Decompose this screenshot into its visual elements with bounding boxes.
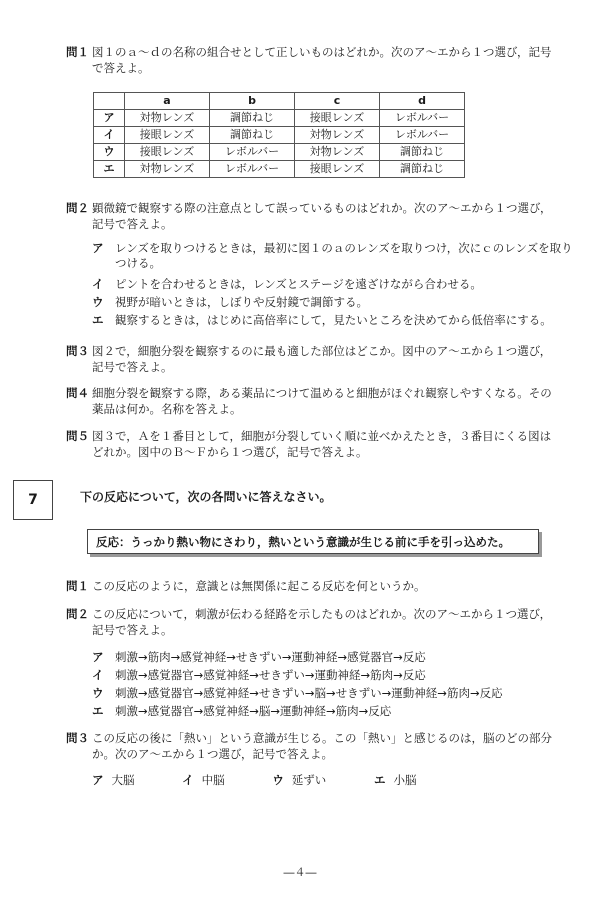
- option-label: エ: [373, 773, 386, 787]
- choice-e: [92, 313, 580, 328]
- question-number: 問３: [66, 344, 89, 358]
- table-cell: 接眼レンズ: [295, 161, 380, 178]
- choice-text: 視野が暗いときは，しぼりや反射鏡で調節する。: [115, 295, 368, 309]
- section-number-box: 7: [13, 480, 53, 520]
- route-choice-e: [92, 704, 580, 719]
- question-text: 図１のａ～ｄの名称の組合せとして正しいものはどれか。次のア～エから１つ選び，記号で答えよ。: [92, 45, 552, 75]
- row-label: ウ: [94, 144, 125, 161]
- table-cell: レボルバー: [380, 127, 465, 144]
- question-2: [66, 200, 560, 232]
- route-choice-i: [92, 668, 580, 683]
- question-4: [66, 385, 560, 417]
- question-text: この反応の後に「熱い」という意識が生じる。この「熱い」と感じるのは，脳のどの部分か。次のア～エから１つ選び，記号で答えよ。: [92, 731, 552, 761]
- question-text: 図３で，Ａを１番目として，細胞が分裂していく順に並べかえたとき，３番目にくる図はどれか。図中のＢ～Ｆから１つ選び，記号で答えよ。: [92, 429, 552, 459]
- row-label: ア: [94, 110, 125, 127]
- option-text: 大脳: [111, 773, 135, 787]
- table-cell: レボルバー: [210, 144, 295, 161]
- choice-text: 刺激→感覚器官→感覚神経→せきずい→運動神経→筋肉→反応: [115, 668, 426, 682]
- option-label: ア: [92, 773, 104, 787]
- table-row: [94, 110, 465, 127]
- choice-label: エ: [92, 313, 104, 327]
- question-number: 問５: [66, 429, 89, 443]
- choice-text: 刺激→感覚器官→感覚神経→せきずい→脳→せきずい→運動神経→筋肉→反応: [115, 686, 503, 700]
- table-cell: 接眼レンズ: [125, 144, 210, 161]
- reaction-box: 反応：うっかり熱い物にさわり，熱いという意識が生じる前に手を引っ込めた。: [87, 529, 539, 554]
- brain-options: [92, 772, 560, 788]
- question-number: 問２: [66, 201, 89, 215]
- table-cell: 接眼レンズ: [125, 127, 210, 144]
- table-cell: 調節ねじ: [210, 110, 295, 127]
- choice-text: レンズを取りつけるときは，最初に図１のａのレンズを取りつけ，次にｃのレンズを取りつける。: [115, 241, 573, 270]
- question-text: 図２で，細胞分裂を観察するのに最も適した部位はどこか。図中のア～エから１つ選び，記号で答えよ。: [92, 344, 552, 374]
- choice-text: 観察するときは，はじめに高倍率にして，見たいところを決めてから低倍率にする。: [115, 313, 552, 327]
- table-header-cell: b: [210, 93, 295, 110]
- table-header-cell: c: [295, 93, 380, 110]
- choice-label: ウ: [92, 686, 104, 700]
- option: [374, 772, 417, 788]
- section-instruction: 下の反応について，次の各問いに答えなさい。: [80, 490, 332, 504]
- answer-table: [93, 92, 465, 178]
- row-label: イ: [94, 127, 125, 144]
- table-cell: レボルバー: [380, 110, 465, 127]
- option-label: イ: [182, 773, 194, 787]
- table-row: [94, 127, 465, 144]
- option: [182, 772, 225, 788]
- table-cell: 調節ねじ: [210, 127, 295, 144]
- choice-label: ア: [92, 241, 104, 255]
- option-text: 小脳: [393, 773, 417, 787]
- choice-text: 刺激→筋肉→感覚神経→せきずい→運動神経→感覚器官→反応: [115, 650, 426, 664]
- option-label: ウ: [272, 773, 284, 787]
- option-text: 中脳: [201, 773, 225, 787]
- option: [272, 772, 326, 788]
- table-header-row: [94, 93, 465, 110]
- question-number: 問２: [66, 607, 89, 621]
- question-number: 問４: [66, 386, 89, 400]
- row-label: エ: [94, 161, 125, 178]
- choice-text: 刺激→感覚器官→感覚神経→脳→運動神経→筋肉→反応: [115, 704, 392, 718]
- choice-label: エ: [92, 704, 104, 718]
- section7-question-2: [66, 606, 560, 638]
- section7-question-3: [66, 730, 560, 762]
- table-header-cell: d: [380, 93, 465, 110]
- choice-a: [92, 241, 580, 271]
- choice-label: イ: [92, 668, 104, 682]
- question-number: 問１: [66, 579, 89, 593]
- question-text: 顕微鏡で観察する際の注意点として誤っているものはどれか。次のア～エから１つ選び，記号で答えよ。: [92, 201, 552, 231]
- table-cell: 対物レンズ: [125, 110, 210, 127]
- question-1: [66, 44, 560, 76]
- table-cell: 接眼レンズ: [295, 110, 380, 127]
- choice-i: [92, 277, 580, 292]
- choice-u: [92, 295, 580, 310]
- choice-label: イ: [92, 277, 104, 291]
- question-3: [66, 343, 560, 375]
- option: [92, 772, 135, 788]
- table-cell: レボルバー: [210, 161, 295, 178]
- question-text: この反応のように，意識とは無関係に起こる反応を何というか。: [92, 579, 426, 593]
- question-text: 細胞分裂を観察する際，ある薬品につけて温めると細胞がほぐれ観察しやすくなる。その薬品は何か。名称を答えよ。: [92, 386, 552, 416]
- question-number: 問３: [66, 731, 89, 745]
- option-text: 延ずい: [291, 773, 327, 787]
- route-choice-a: [92, 650, 580, 665]
- page-number: ―４―: [283, 866, 317, 879]
- table-row: [94, 161, 465, 178]
- table-header-cell: [94, 93, 125, 110]
- choice-text: ピントを合わせるときは，レンズとステージを遠ざけながら合わせる。: [115, 277, 482, 291]
- route-choice-u: [92, 686, 580, 701]
- table-cell: 調節ねじ: [380, 161, 465, 178]
- table-row: [94, 144, 465, 161]
- choice-label: ア: [92, 650, 104, 664]
- table-cell: 対物レンズ: [295, 144, 380, 161]
- table-cell: 対物レンズ: [125, 161, 210, 178]
- question-number: 問１: [66, 45, 89, 59]
- section7-question-1: [66, 578, 560, 594]
- question-5: [66, 428, 560, 460]
- table-cell: 調節ねじ: [380, 144, 465, 161]
- question-text: この反応について，刺激が伝わる経路を示したものはどれか。次のア～エから１つ選び，記号で答えよ。: [92, 607, 552, 637]
- choice-label: ウ: [92, 295, 104, 309]
- table-cell: 対物レンズ: [295, 127, 380, 144]
- table-header-cell: a: [125, 93, 210, 110]
